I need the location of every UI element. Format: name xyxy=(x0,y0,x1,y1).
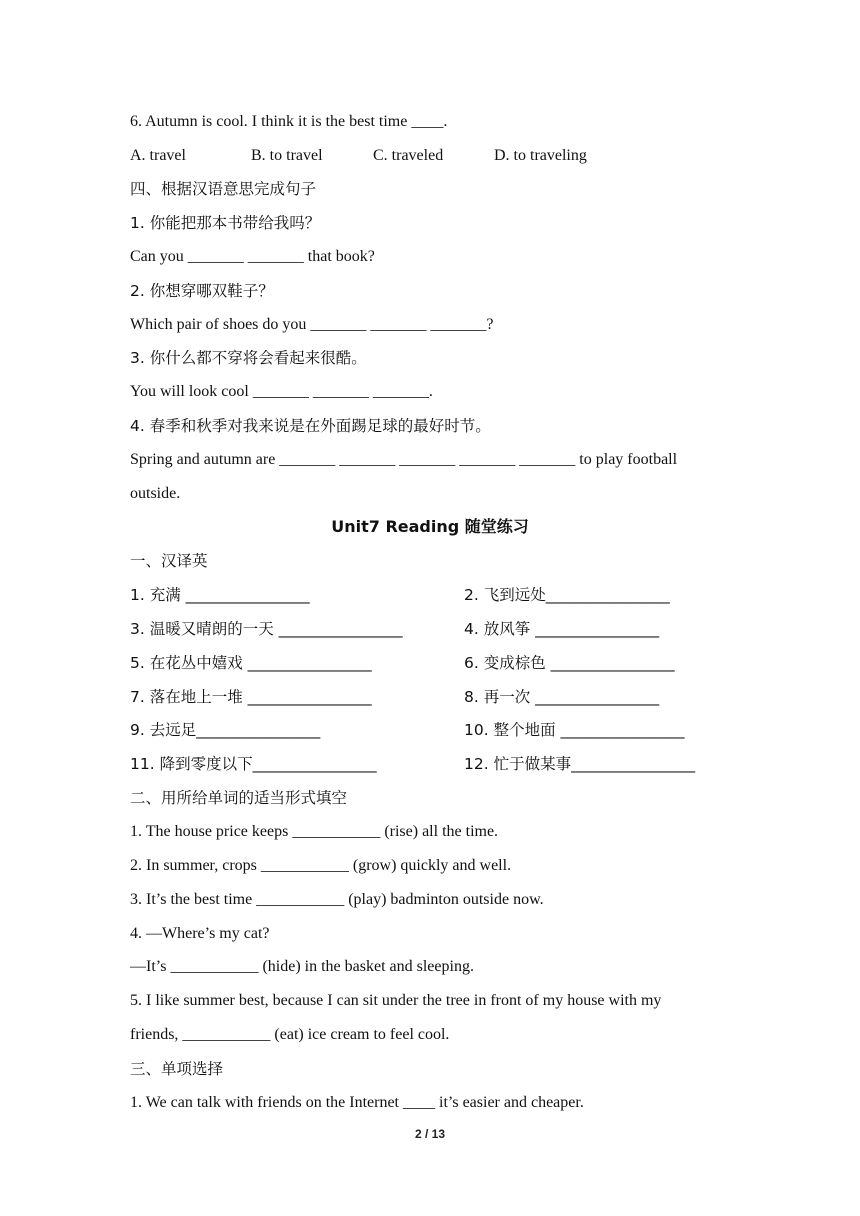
s4-item1-cn: 1. 你能把那本书带给我吗？ xyxy=(130,214,321,232)
part1-heading: 一、汉译英 xyxy=(130,552,208,570)
s4-item3-en: You will look cool _______ _______ _______. xyxy=(130,383,433,400)
question-6: 6. Autumn is cool. I think it is the best time ____. xyxy=(130,113,448,130)
part1-item-8: 8. 再一次 ________________ xyxy=(464,688,660,706)
option-c: C. traveled xyxy=(373,147,444,164)
part1-row xyxy=(130,719,730,741)
part1-item-6: 6. 变成棕色 ________________ xyxy=(464,654,675,672)
part1-item-12: 12. 忙于做某事________________ xyxy=(464,755,696,773)
part1-item-7: 7. 落在地上一堆 ________________ xyxy=(130,688,372,706)
part1-item-2: 2. 飞到远处________________ xyxy=(464,586,670,604)
s4-item2-en: Which pair of shoes do you _______ _______ _______? xyxy=(130,316,494,333)
part2-item-3: 3. It’s the best time ___________ (play) badminton outside now. xyxy=(130,891,544,908)
part3-item-1: 1. We can talk with friends on the Internet ____ it’s easier and cheaper. xyxy=(130,1094,584,1111)
part2-item-4-answer: —It’s ___________ (hide) in the basket and sleeping. xyxy=(130,958,474,975)
part1-item-1: 1. 充满 ________________ xyxy=(130,586,310,604)
part1-item-11: 11. 降到零度以下________________ xyxy=(130,755,377,773)
part1-item-5: 5. 在花丛中嬉戏 ________________ xyxy=(130,654,372,672)
page-number: 2 / 13 xyxy=(414,1127,446,1141)
part3-heading: 三、单项选择 xyxy=(130,1060,224,1078)
s4-item4-en-line2: outside. xyxy=(130,485,181,502)
option-a: A. travel xyxy=(130,147,186,164)
part1-item-3: 3. 温暖又晴朗的一天 ________________ xyxy=(130,620,403,638)
part1-item-9: 9. 去远足________________ xyxy=(130,721,321,739)
part2-item-4-question: 4. —Where’s my cat? xyxy=(130,925,270,942)
part1-item-10: 10. 整个地面 ________________ xyxy=(464,721,685,739)
part2-heading: 二、用所给单词的适当形式填空 xyxy=(130,789,348,807)
part1-row xyxy=(130,618,730,640)
part1-item-4: 4. 放风筝 ________________ xyxy=(464,620,660,638)
s4-item4-en-line1: Spring and autumn are _______ _______ _______ _______ _______ to play football xyxy=(130,451,678,468)
part1-row xyxy=(130,753,730,775)
part1-row xyxy=(130,686,730,708)
section4-heading: 四、根据汉语意思完成句子 xyxy=(130,180,317,198)
s4-item4-cn: 4. 春季和秋季对我来说是在外面踢足球的最好时节。 xyxy=(130,417,491,435)
part2-item-5-line1: 5. I like summer best, because I can sit under the tree in front of my house with my xyxy=(130,992,662,1009)
s4-item2-cn: 2. 你想穿哪双鞋子？ xyxy=(130,282,274,300)
part1-row xyxy=(130,652,730,674)
s4-item1-en: Can you _______ _______ that book? xyxy=(130,248,375,265)
part1-row xyxy=(130,584,730,606)
s4-item3-cn: 3. 你什么都不穿将会看起来很酷。 xyxy=(130,349,367,367)
part2-item-1: 1. The house price keeps ___________ (rise) all the time. xyxy=(130,823,499,840)
option-d: D. to traveling xyxy=(494,147,587,164)
part2-item-5-line2: friends, ___________ (eat) ice cream to feel cool. xyxy=(130,1026,450,1043)
option-b: B. to travel xyxy=(251,147,323,164)
unit-title: Unit7 Reading 随堂练习 xyxy=(331,517,529,536)
part2-item-2: 2. In summer, crops ___________ (grow) quickly and well. xyxy=(130,857,512,874)
